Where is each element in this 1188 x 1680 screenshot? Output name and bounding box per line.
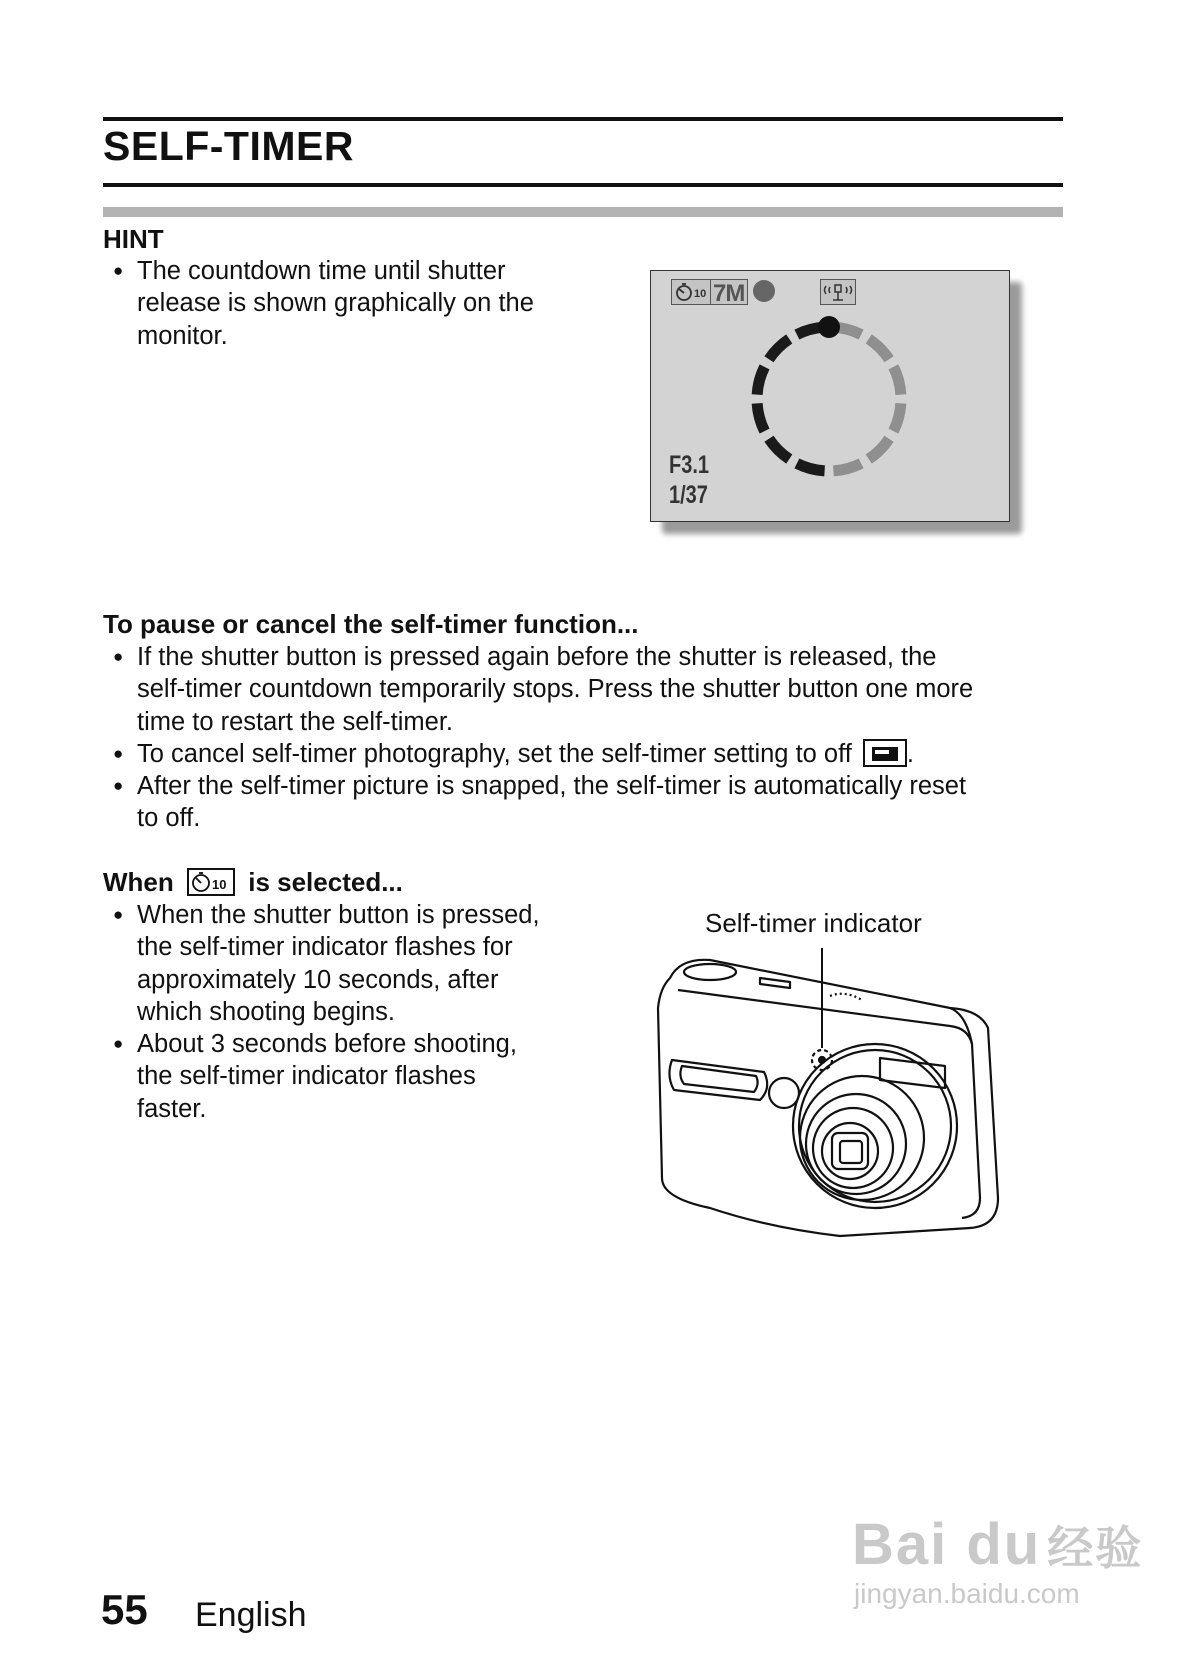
countdown-segment (757, 403, 764, 431)
text-line: to off. (137, 804, 201, 833)
period: . (906, 739, 914, 768)
text-line: the self-timer indicator flashes for (137, 933, 513, 962)
title-rule (103, 183, 1063, 187)
page-language: English (195, 1596, 307, 1634)
hint-bar (103, 207, 1063, 217)
aperture-value: F3.1 (669, 451, 710, 479)
pause-bullet-3 (103, 770, 1083, 835)
watermark-brand-text: Bai du (852, 1512, 1042, 1577)
self-timer-callout: Self-timer indicator (705, 908, 922, 938)
pause-bullet-1 (103, 641, 1083, 738)
text-line: ● If the shutter button is pressed again before the shutter is released, the (137, 643, 937, 671)
countdown-segment (769, 339, 789, 359)
timer-icon-label: 10 (694, 288, 707, 300)
when-bullet-2 (103, 1028, 623, 1125)
timer-icon-box (671, 279, 711, 305)
when-text (103, 899, 623, 1125)
text-line: which shooting begins. (137, 997, 396, 1026)
countdown-ring (729, 299, 929, 499)
countdown-segment (797, 463, 825, 470)
text-line: the self-timer indicator flashes (137, 1062, 476, 1091)
text-line: time to restart the self-timer. (137, 707, 454, 736)
when-suffix: is selected... (248, 867, 403, 897)
timer-10-icon (187, 868, 235, 896)
when-prefix: When (103, 867, 174, 897)
text-line: ● When the shutter button is pressed, (137, 901, 540, 929)
countdown-segment (833, 463, 861, 470)
timer-icon (673, 281, 695, 303)
shutter-value: 1/37 (669, 481, 708, 509)
page-title: SELF-TIMER (103, 123, 354, 169)
timer-10-label: 10 (212, 877, 227, 892)
text-line: monitor. (137, 321, 228, 350)
hint-heading: HINT (103, 224, 164, 254)
size-label: 7M (713, 280, 745, 307)
camera-illustration (650, 948, 1010, 1288)
text-line: faster. (137, 1094, 207, 1123)
watermark-brand (852, 1512, 1144, 1578)
top-rule (103, 117, 1063, 121)
text-line: approximately 10 seconds, after (137, 965, 499, 994)
countdown-segment (869, 339, 889, 359)
pause-bullet-2 (103, 738, 1083, 770)
countdown-segment (769, 439, 789, 459)
when-heading (103, 867, 403, 898)
text-line: ● About 3 seconds before shooting, (137, 1030, 517, 1059)
when-bullet-1 (103, 899, 623, 1028)
pause-text (103, 641, 1083, 835)
monitor-screen (650, 270, 1010, 522)
monitor-illustration (650, 270, 1030, 545)
countdown-segment (893, 403, 900, 431)
countdown-position-dot (818, 316, 840, 338)
text-line: release is shown graphically on the (137, 289, 534, 318)
timer-off-icon (863, 739, 907, 767)
countdown-segment (757, 367, 764, 395)
pause-heading: To pause or cancel the self-timer function... (103, 609, 639, 639)
text-line: self-timer countdown temporarily stops. Press the shutter button one more (137, 675, 974, 704)
watermark-tag: 经验 (1047, 1522, 1144, 1574)
text-line: ● The countdown time until shutter (137, 257, 506, 285)
baidu-watermark (852, 1512, 1144, 1610)
watermark-sub: jingyan.baidu.com (854, 1578, 1080, 1609)
text-line: To cancel self-timer photography, set the self-timer setting to off (137, 739, 852, 768)
text-line: ● After the self-timer picture is snapped, the self-timer is automatically reset (137, 772, 967, 801)
countdown-segment (869, 439, 889, 459)
hint-bullet (103, 255, 623, 352)
page-number: 55 (101, 1586, 148, 1633)
hint-text (103, 255, 623, 352)
countdown-segment (893, 367, 900, 395)
